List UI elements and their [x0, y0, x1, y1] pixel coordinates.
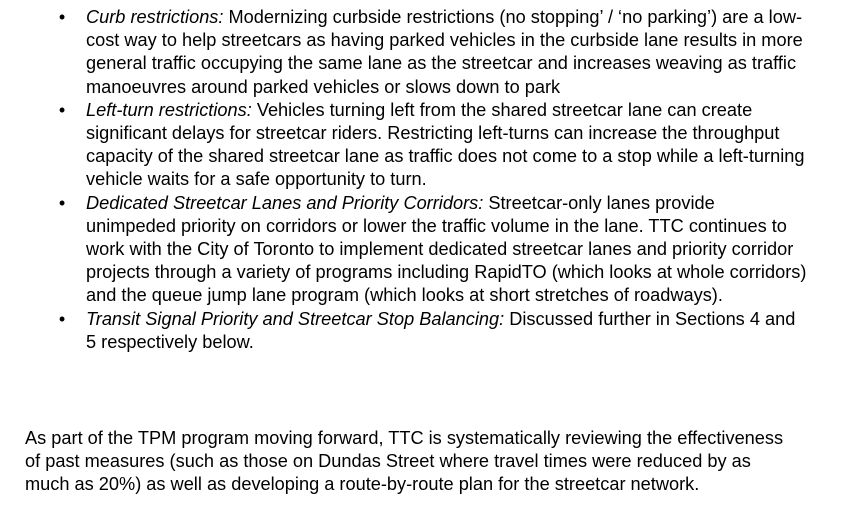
closing-paragraph: As part of the TPM program moving forward, TTC is systematically reviewing the effectiveness of past measures (such as those on Dundas Street where travel times were reduced by as much as 20%) as well as developing a route-by-route plan for the streetcar network. — [25, 428, 784, 495]
bullet-item-signal-priority — [0, 308, 845, 354]
bullet-text: Discussed further in Sections 4 and 5 respectively below. — [86, 308, 796, 352]
bullet-term: Dedicated Streetcar Lanes and Priority Corridors: — [86, 192, 484, 213]
bullet-text: Modernizing curbside restrictions (no stopping’ / ‘no parking’) are a low-cost way to help streetcars as having parked vehicles in the curbside lane results in more general traffic occupying the same lane as the streetcar and increases weaving as traffic manoeuvres around parked vehicles or slows down to park — [86, 7, 803, 97]
bullet-text: Vehicles turning left from the shared streetcar lane can create significant delays for streetcar riders. Restricting left-turns can increase the throughput capacity of the shared streetcar lane as traffic does not come to a stop while a left-turning vehicle waits for a safe opportunity to turn. — [86, 99, 805, 190]
bullet-item-curb-restrictions — [0, 6, 845, 99]
bullet-marker: • — [58, 99, 66, 120]
bullet-item-left-turn-restrictions — [0, 99, 845, 192]
bullet-text: Streetcar-only lanes provide unimpeded priority on corridors or lower the traffic volume in the lane. TTC continues to work with the City of Toronto to implement dedicated streetcar lanes and priority corridor projects through a variety of programs including RapidTO (which looks at whole corridors) and the queue jump lane program (which looks at short stretches of roadways). — [86, 192, 807, 306]
bullet-term: Left-turn restrictions: — [86, 99, 252, 120]
bullet-marker: • — [58, 308, 66, 329]
bullet-term: Curb restrictions: — [86, 7, 224, 27]
bullet-marker: • — [58, 192, 66, 213]
bullet-marker: • — [58, 7, 66, 27]
bullet-item-dedicated-lanes — [0, 192, 845, 308]
bullet-term: Transit Signal Priority and Streetcar Stop Balancing: — [86, 308, 505, 329]
measures-bullet-list — [0, 6, 845, 354]
